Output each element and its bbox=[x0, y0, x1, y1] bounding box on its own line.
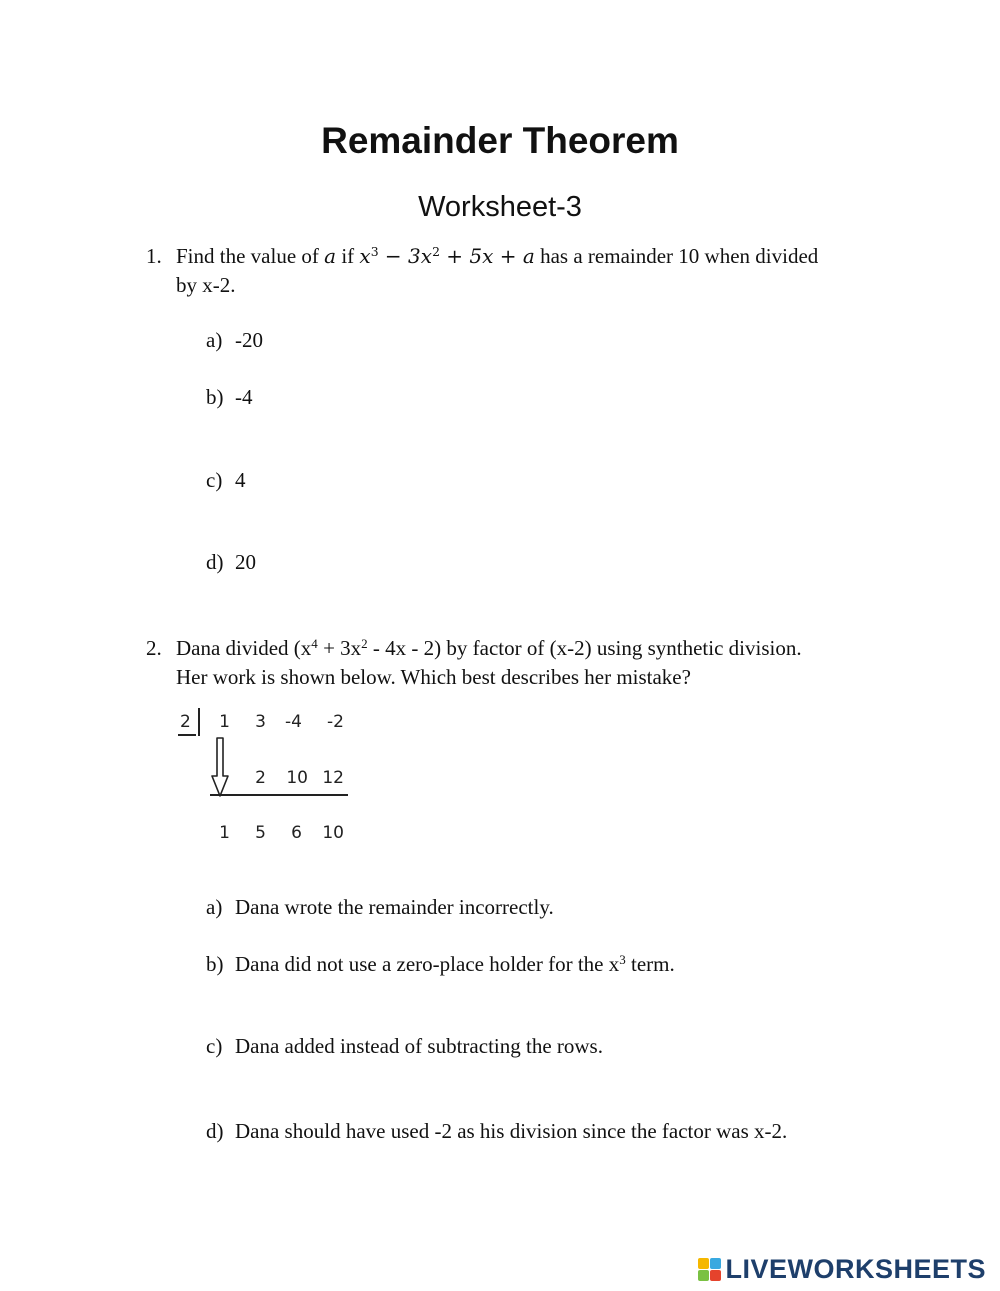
row1-cell-3: -4 bbox=[285, 712, 302, 732]
question-2-number: 2. bbox=[146, 636, 162, 660]
question-1-number: 1. bbox=[146, 244, 162, 268]
q2-option-b[interactable]: Dana did not use a zero-place holder for the $x^3$ term. bbox=[235, 951, 675, 976]
question-2-line-1: Dana divided $(x^4 + 3x^2 - 4x - 2)$ by factor of (x-2) using synthetic division. bbox=[176, 635, 802, 660]
liveworksheets-logo[interactable] bbox=[698, 1254, 986, 1285]
q2-option-d-letter: d) bbox=[206, 1119, 224, 1143]
page-title: Remainder Theorem bbox=[321, 120, 679, 161]
row1-cell-1: 1 bbox=[219, 712, 230, 732]
q1-option-c-letter: c) bbox=[206, 468, 223, 492]
q1-option-b[interactable]: -4 bbox=[235, 385, 253, 409]
row3-cell-1: 1 bbox=[219, 823, 230, 843]
q2-option-a[interactable]: Dana wrote the remainder incorrectly. bbox=[235, 895, 554, 919]
q1-expression: $x^3 - 3x^2 + 5x + a$ bbox=[359, 244, 535, 268]
page-subtitle: Worksheet-3 bbox=[418, 191, 582, 223]
question-2-text bbox=[176, 634, 886, 692]
liveworksheets-mark-icon bbox=[698, 1258, 721, 1281]
synthetic-divisor: 2 bbox=[180, 712, 191, 732]
q2-option-a-letter: a) bbox=[206, 895, 223, 919]
down-arrow-icon bbox=[210, 736, 230, 798]
logo-square-1 bbox=[698, 1258, 709, 1269]
row3-cell-4: 10 bbox=[322, 823, 344, 843]
logo-square-2 bbox=[710, 1258, 721, 1269]
q2-option-b-letter: b) bbox=[206, 952, 224, 976]
synthetic-division-figure bbox=[176, 706, 356, 856]
row2-cell-1: 2 bbox=[255, 768, 266, 788]
q1-mid: if bbox=[336, 244, 360, 268]
row2-cell-3: 12 bbox=[322, 768, 344, 788]
question-2-line-2: Her work is shown below. Which best describes her mistake? bbox=[176, 665, 691, 689]
q2-option-c[interactable]: Dana added instead of subtracting the rows. bbox=[235, 1034, 603, 1058]
q1-option-a-letter: a) bbox=[206, 328, 223, 352]
row3-cell-3: 6 bbox=[291, 823, 302, 843]
q1-var-a: a bbox=[324, 244, 337, 268]
q1-option-d-letter: d) bbox=[206, 550, 224, 574]
q2-option-c-letter: c) bbox=[206, 1034, 223, 1058]
row2-cell-2: 10 bbox=[286, 768, 308, 788]
row3-cell-2: 5 bbox=[255, 823, 266, 843]
q1-after: has a remainder 10 when divided bbox=[540, 244, 819, 268]
logo-square-4 bbox=[710, 1270, 721, 1281]
q1-option-a[interactable]: -20 bbox=[235, 328, 263, 352]
question-1-text bbox=[176, 242, 886, 300]
q1-intro: Find the value of bbox=[176, 244, 325, 268]
q2-option-d[interactable]: Dana should have used -2 as his division since the factor was x-2. bbox=[235, 1119, 788, 1143]
synthetic-rule bbox=[210, 794, 348, 796]
question-1-line-1 bbox=[176, 242, 886, 271]
divisor-underline bbox=[178, 734, 196, 736]
logo-text: LIVEWORKSHEETS bbox=[725, 1254, 986, 1284]
q1-option-d[interactable]: 20 bbox=[235, 550, 256, 574]
row1-cell-2: 3 bbox=[255, 712, 266, 732]
q1-option-b-letter: b) bbox=[206, 385, 224, 409]
q1-option-c[interactable]: 4 bbox=[235, 468, 246, 492]
question-1-line-2: by x-2. bbox=[176, 273, 236, 297]
logo-square-3 bbox=[698, 1270, 709, 1281]
row1-cell-4: -2 bbox=[327, 712, 344, 732]
